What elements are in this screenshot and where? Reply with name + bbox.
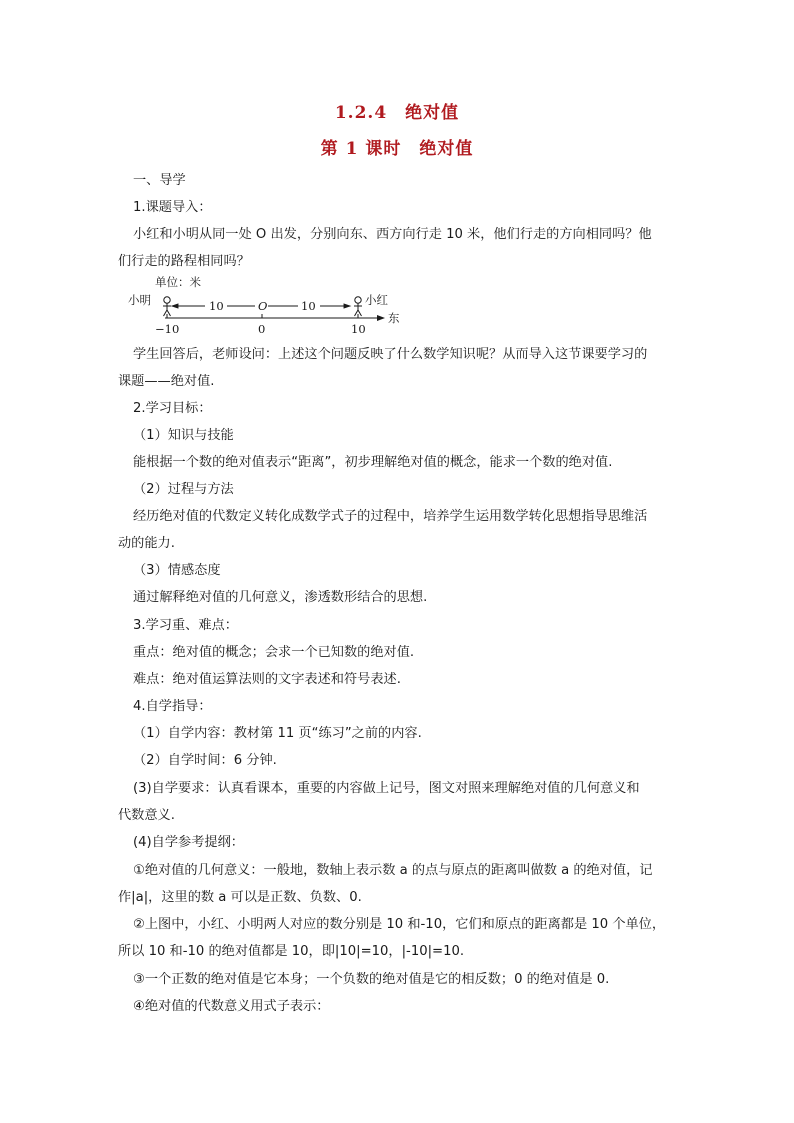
text-line: 经历绝对值的代数定义转化成数学式子的过程中，培养学生运用数学转化思想指导思维活	[133, 509, 648, 524]
text-line: （1）知识与技能	[133, 428, 234, 443]
origin-label: O	[258, 299, 268, 313]
text-line: 3.学习重、难点：	[133, 618, 238, 633]
text-line: ③一个正数的绝对值是它本身；一个负数的绝对值是它的相反数；0 的绝对值是 0.	[133, 972, 610, 987]
text-line: （2）过程与方法	[133, 482, 234, 497]
text-line: （3）情感态度	[133, 563, 221, 578]
text-line: 通过解释绝对值的几何意义，渗透数形结合的思想.	[133, 590, 428, 605]
direction-label: 东	[388, 311, 400, 325]
text-line: 动的能力.	[118, 536, 175, 551]
axis-arrow-icon	[377, 315, 385, 321]
text-line: 们行走的路程相同吗？	[118, 254, 250, 269]
number-line-figure	[125, 274, 415, 336]
distance-right-label: 10	[301, 299, 316, 313]
text-line: (3)自学要求：认真看课本，重要的内容做上记号，图文对照来理解绝对值的几何意义和	[133, 781, 640, 796]
tick-label-10: 10	[351, 322, 366, 336]
lesson-subtitle: 第 1 课时 绝对值	[320, 139, 474, 159]
xiaohong-label: 小红	[365, 293, 388, 307]
text-line: 难点：绝对值运算法则的文字表述和符号表述.	[133, 672, 401, 687]
text-line: 1.课题导入：	[133, 200, 212, 215]
unit-label: 单位：米	[155, 275, 201, 289]
text-line: （1）自学内容：教材第 11 页“练习”之前的内容.	[133, 726, 422, 741]
distance-left-label: 10	[209, 299, 224, 313]
text-line: （2）自学时间：6 分钟.	[133, 753, 277, 768]
text-line: 4.自学指导：	[133, 699, 212, 714]
text-line: 一、导学	[133, 173, 186, 188]
text-line: 小红和小明从同一处 O 出发，分别向东、西方向行走 10 米，他们行走的方向相同吗？他	[133, 227, 652, 242]
tick-label-minus-10: −10	[155, 322, 180, 336]
tick-label-0: 0	[258, 322, 266, 336]
text-line: 所以 10 和-10 的绝对值都是 10，即|10|=10，|-10|=10.	[118, 944, 465, 959]
text-line: 学生回答后，老师设问：上述这个问题反映了什么数学知识呢？从而导入这节课要学习的	[133, 347, 648, 362]
text-line: ②上图中，小红、小明两人对应的数分别是 10 和-10，它们和原点的距离都是 10 个单位，	[133, 917, 666, 932]
text-line: 课题——绝对值.	[118, 374, 215, 389]
text-line: 作|a|，这里的数 a 可以是正数、负数、0.	[118, 890, 362, 905]
text-line: ①绝对值的几何意义：一般地，数轴上表示数 a 的点与原点的距离叫做数 a 的绝对值，记	[133, 863, 653, 878]
text-line: ④绝对值的代数意义用式子表示：	[133, 999, 330, 1014]
text-line: 能根据一个数的绝对值表示“距离”，初步理解绝对值的概念，能求一个数的绝对值.	[133, 455, 613, 470]
text-line: 2.学习目标：	[133, 401, 212, 416]
lesson-title: 1.2.4 绝对值	[334, 103, 460, 123]
number-axis	[165, 314, 380, 318]
xiaoming-figure	[163, 297, 171, 316]
xiaohong-figure	[354, 297, 362, 316]
text-line: 代数意义.	[118, 808, 175, 823]
text-line: (4)自学参考提纲：	[133, 835, 244, 850]
text-line: 重点：绝对值的概念；会求一个已知数的绝对值.	[133, 645, 415, 660]
xiaoming-label: 小明	[128, 293, 151, 307]
